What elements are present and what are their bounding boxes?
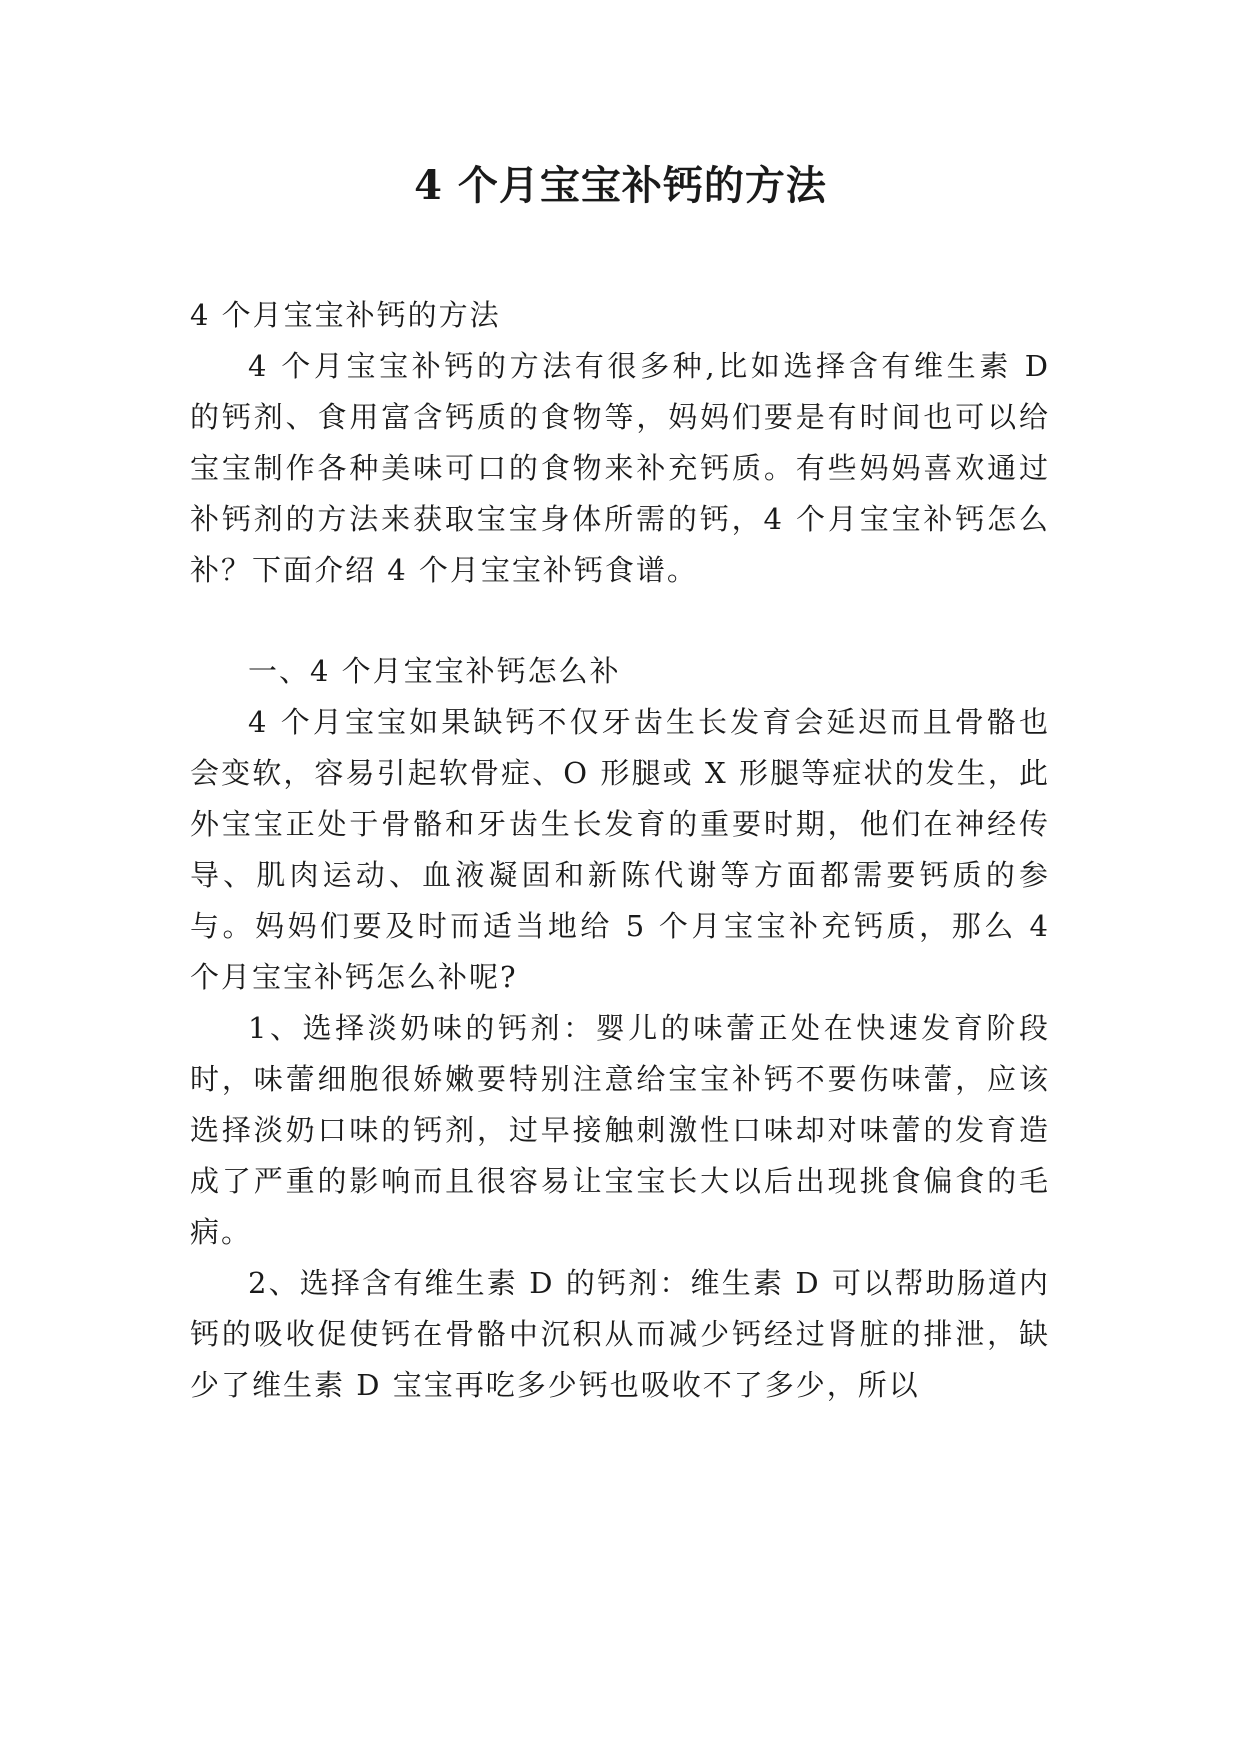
paragraph-tip-2: 2、选择含有维生素 D 的钙剂：维生素 D 可以帮助肠道内钙的吸收促使钙在骨骼中沉积从而减少钙经过肾脏的排泄，缺少了维生素 D 宝宝再吃多少钙也吸收不了多少，所以 [190,1266,1050,1402]
section-heading: 4 个月宝宝补钙的方法 [190,298,501,332]
document-body [190,290,1050,1411]
paragraph-gap [190,596,1050,646]
document-title: 4 个月宝宝补钙的方法 [414,162,827,209]
paragraph-tip-1: 1、选择淡奶味的钙剂：婴儿的味蕾正处在快速发育阶段时，味蕾细胞很娇嫩要特别注意给宝宝补钙不要伤味蕾，应该选择淡奶口味的钙剂，过早接触刺激性口味却对味蕾的发育造成了严重的影响而且很容易让宝宝长大以后出现挑食偏食的毛病。 [190,1011,1050,1249]
paragraph-intro: 4 个月宝宝补钙的方法有很多种,比如选择含有维生素 D 的钙剂、食用富含钙质的食物等，妈妈们要是有时间也可以给宝宝制作各种美味可口的食物来补充钙质。有些妈妈喜欢通过补钙剂的方法来获取宝宝身体所需的钙，4 个月宝宝补钙怎么补？下面介绍 4 个月宝宝补钙食谱。 [190,349,1050,587]
section-heading-1: 一、4 个月宝宝补钙怎么补 [248,654,621,688]
paragraph-calcium-deficiency: 4 个月宝宝如果缺钙不仅牙齿生长发育会延迟而且骨骼也会变软，容易引起软骨症、O 形腿或 X 形腿等症状的发生，此外宝宝正处于骨骼和牙齿生长发育的重要时期，他们在神经传导、肌肉运动、血液凝固和新陈代谢等方面都需要钙质的参与。妈妈们要及时而适当地给 5 个月宝宝补充钙质，那么 4 个月宝宝补钙怎么补呢? [190,705,1050,994]
